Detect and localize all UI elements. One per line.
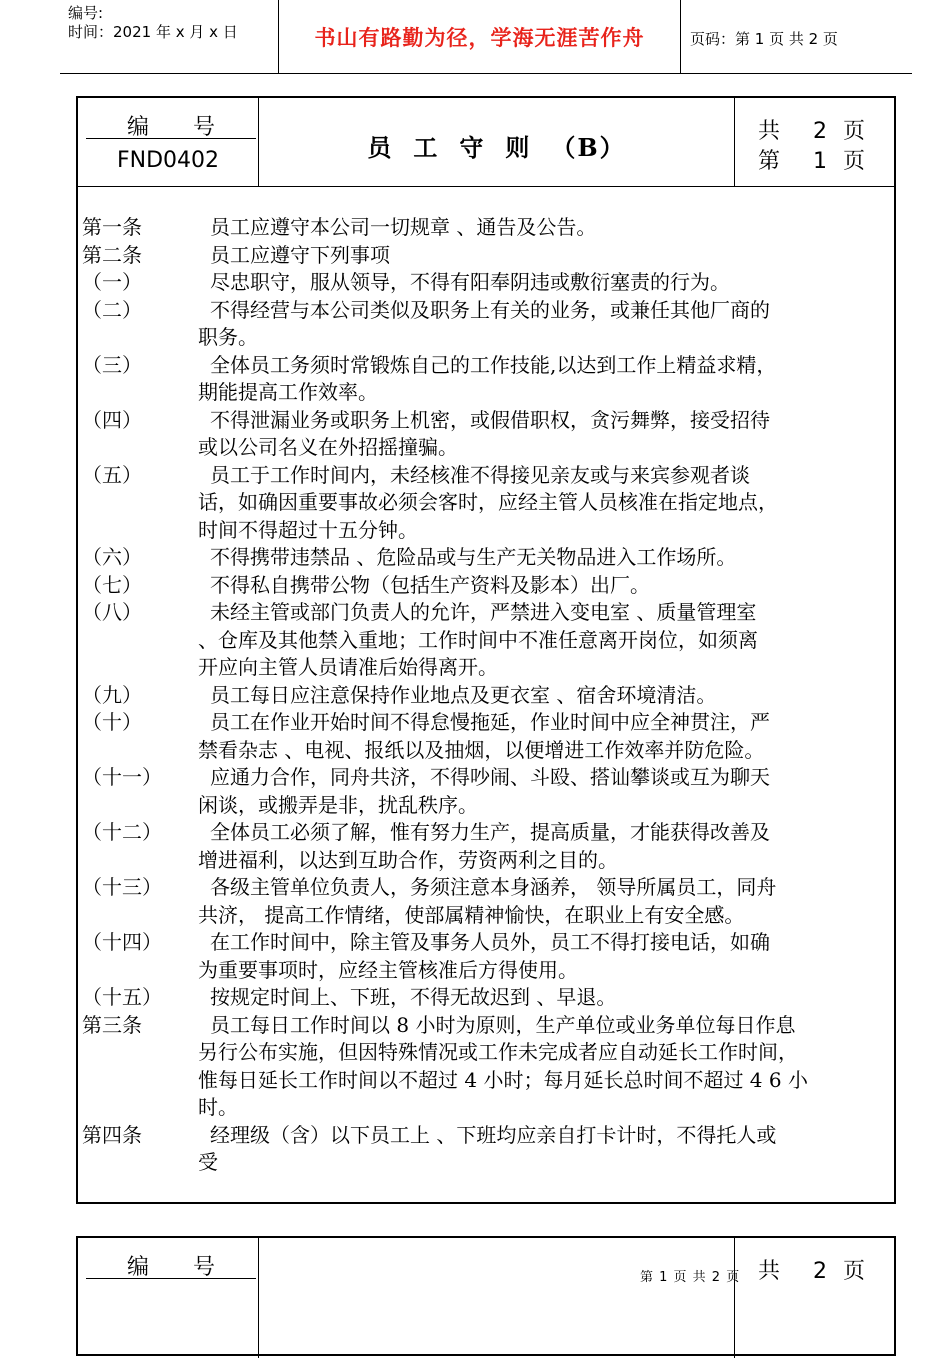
article-text	[198, 1012, 892, 1040]
total-value: 2	[813, 119, 827, 144]
article-text-line: 未经主管或部门负责人的允许，严禁进入变电室 、质量管理室	[210, 600, 757, 624]
total-pages	[758, 1254, 865, 1285]
total-pages	[758, 114, 865, 145]
article-line	[82, 462, 892, 490]
article-text	[198, 434, 892, 462]
article-line	[82, 1149, 892, 1177]
article-line	[82, 1122, 892, 1150]
article-label	[82, 1039, 198, 1067]
article-line	[82, 544, 892, 572]
articles-list	[82, 214, 892, 1177]
header-page-label: 页码：第 1 页 共 2 页	[690, 30, 838, 48]
article-label: （十四）	[82, 930, 162, 954]
article-line	[82, 847, 892, 875]
article-label: （三）	[82, 352, 142, 377]
article-line	[82, 1067, 892, 1095]
article-label	[82, 737, 198, 765]
article-text-line: 员工在作业开始时间不得怠慢拖延，作业时间中应全神贯注，严	[210, 710, 770, 734]
article-text-line: 期能提高工作效率。	[198, 380, 378, 404]
article-label	[82, 847, 198, 875]
article-line	[82, 214, 892, 242]
article-label: （十一）	[82, 765, 162, 789]
article-line	[82, 407, 892, 435]
article-text-line: 惟每日延长工作时间以不超过 4 小时；每月延长总时间不超过 4 6 小	[198, 1067, 808, 1092]
form-title	[259, 128, 734, 163]
page-footer: 第 1 页 共 2 页	[640, 1270, 741, 1285]
article-label: （九）	[82, 682, 142, 707]
header-time-label: 时间：2021 年 x 月 x 日	[68, 23, 238, 41]
article-label	[82, 792, 198, 820]
article-text-line: 开应向主管人员请准后始得离开。	[198, 655, 498, 679]
article-text-line: 经理级（含）以下员工上 、下班均应亲自打卡计时，不得托人或	[210, 1122, 777, 1147]
article-line	[82, 434, 892, 462]
article-text-line: 时。	[198, 1095, 238, 1119]
form-divider	[734, 98, 735, 186]
form-divider	[258, 1238, 259, 1358]
total-label: 共	[758, 119, 781, 144]
article-text	[198, 269, 892, 297]
article-text-line: 或以公司名义在外招摇撞骗。	[198, 435, 458, 459]
article-line	[82, 1012, 892, 1040]
article-line	[82, 737, 892, 765]
article-text	[198, 489, 892, 517]
article-line	[82, 984, 892, 1012]
article-label	[82, 627, 198, 655]
article-text	[198, 984, 892, 1012]
article-text-line: 全体员工必须了解，惟有努力生产，提高质量，才能获得改善及	[210, 820, 770, 844]
article-line	[82, 627, 892, 655]
article-label: （十五）	[82, 985, 162, 1009]
article-text-line: 为重要事项时，应经主管核准后方得使用。	[198, 957, 578, 982]
rules-form-continued	[76, 1236, 896, 1356]
article-text	[198, 544, 892, 572]
article-text	[198, 957, 892, 985]
article-text	[198, 764, 892, 792]
article-label	[82, 1149, 198, 1177]
article-text-line: 不得携带违禁品 、危险品或与生产无关物品进入工作场所。	[210, 545, 737, 569]
article-line	[82, 957, 892, 985]
article-text	[198, 627, 892, 655]
article-text-line: 增进福利，以达到互助合作，劳资两利之目的。	[198, 847, 618, 872]
article-text-line: 另行公布实施，但因特殊情况或工作未完成者应自动延长工作时间，	[198, 1040, 798, 1064]
article-text	[198, 819, 892, 847]
article-line	[82, 819, 892, 847]
article-line	[82, 599, 892, 627]
article-text-line: 职务。	[198, 325, 258, 349]
article-text	[198, 682, 892, 710]
article-line	[82, 1039, 892, 1067]
article-text-line: 不得私自携带公物（包括生产资料及影本）出厂。	[210, 572, 650, 597]
form-header	[78, 98, 894, 187]
article-text-line: 员工每日应注意保持作业地点及更衣室 、宿舍环境清洁。	[210, 682, 717, 707]
article-text	[198, 737, 892, 765]
article-label: （十三）	[82, 875, 162, 899]
title-char: 守	[459, 133, 486, 162]
article-text-line: 不得经营与本公司类似及职务上有关的业务，或兼任其他厂商的	[210, 297, 770, 322]
article-text	[198, 462, 892, 490]
article-label	[82, 1094, 198, 1122]
article-line	[82, 682, 892, 710]
article-line	[82, 764, 892, 792]
article-text	[198, 874, 892, 902]
article-text-line: 闲谈，或搬弄是非，扰乱秩序。	[198, 792, 478, 817]
article-text-line: 尽忠职守，服从领导，不得有阳奉阴违或敷衍塞责的行为。	[210, 270, 730, 294]
header-divider	[680, 0, 681, 73]
current-value: 1	[813, 149, 827, 174]
title-char: 员	[367, 133, 394, 162]
article-text	[198, 572, 892, 600]
article-line	[82, 929, 892, 957]
article-line	[82, 792, 892, 820]
article-text-line: 应通力合作，同舟共济，不得吵闹、斗殴、搭讪攀谈或互为聊天	[210, 765, 770, 789]
page-header	[60, 0, 912, 74]
rules-form	[76, 96, 896, 1204]
form-code: FND0402	[116, 148, 220, 173]
article-line	[82, 709, 892, 737]
form-divider	[734, 1238, 735, 1358]
article-label	[82, 654, 198, 682]
article-text	[198, 352, 892, 380]
article-text-line: 员工于工作时间内，未经核准不得接见亲友或与来宾参观者谈	[210, 462, 750, 487]
article-text-line: 时间不得超过十五分钟。	[198, 517, 418, 542]
article-text	[198, 599, 892, 627]
article-text-line: 受	[198, 1150, 218, 1174]
article-label: （二）	[82, 297, 142, 322]
article-text	[198, 324, 892, 352]
article-text	[198, 1067, 892, 1095]
article-label: 第二条	[82, 242, 142, 267]
article-line	[82, 352, 892, 380]
total-label: 共	[758, 1259, 781, 1284]
article-label: （十二）	[82, 820, 162, 844]
title-char: 工	[413, 133, 440, 162]
article-text-line: 、仓库及其他禁入重地；工作时间中不准任意离开岗位，如须离	[198, 627, 758, 652]
article-text	[198, 709, 892, 737]
article-text	[198, 407, 892, 435]
article-text	[198, 792, 892, 820]
article-text-line: 不得泄漏业务或职务上机密，或假借职权，贪污舞弊，接受招待	[210, 407, 770, 432]
article-text	[198, 1094, 892, 1122]
article-text	[198, 242, 892, 270]
article-text-line: 禁看杂志 、电视、报纸以及抽烟，以便增进工作效率并防危险。	[198, 737, 765, 762]
article-label: 第一条	[82, 215, 142, 239]
article-line	[82, 379, 892, 407]
article-label: 第四条	[82, 1122, 142, 1147]
article-line	[82, 517, 892, 545]
header-number-label: 编号:	[68, 4, 104, 22]
article-text	[198, 1149, 892, 1177]
article-label	[82, 1067, 198, 1095]
article-line	[82, 902, 892, 930]
article-label: （六）	[82, 545, 142, 569]
article-text	[198, 517, 892, 545]
article-label	[82, 902, 198, 930]
article-text	[198, 379, 892, 407]
page-unit: 页	[843, 149, 866, 174]
article-text	[198, 1122, 892, 1150]
article-text	[198, 654, 892, 682]
article-text	[198, 929, 892, 957]
header-meta	[68, 4, 238, 42]
article-text	[198, 214, 892, 242]
article-line	[82, 874, 892, 902]
article-text-line: 员工应遵守下列事项	[210, 242, 390, 267]
article-line	[82, 1094, 892, 1122]
article-text-line: 员工应遵守本公司一切规章 、通告及公告。	[210, 215, 597, 239]
article-label: （五）	[82, 462, 142, 487]
page-unit: 页	[843, 119, 866, 144]
article-line	[82, 242, 892, 270]
article-label	[82, 379, 198, 407]
article-text	[198, 1039, 892, 1067]
article-line	[82, 654, 892, 682]
article-label: （一）	[82, 270, 142, 294]
title-char: 则	[505, 133, 532, 162]
total-value: 2	[813, 1259, 827, 1284]
article-line	[82, 297, 892, 325]
article-text-line: 话，如确因重要事故必须会客时，应经主管人员核准在指定地点，	[198, 490, 778, 514]
article-label: （十）	[82, 710, 142, 734]
article-text-line: 各级主管单位负责人，务须注意本身涵养， 领导所属员工，同舟	[210, 875, 777, 899]
article-line	[82, 269, 892, 297]
article-line	[82, 572, 892, 600]
article-label	[82, 957, 198, 985]
article-label	[82, 324, 198, 352]
article-label	[82, 489, 198, 517]
article-text-line: 全体员工务须时常锻炼自己的工作技能,以达到工作上精益求精，	[210, 352, 777, 377]
article-label	[82, 517, 198, 545]
article-label: （七）	[82, 572, 142, 597]
article-label: （四）	[82, 407, 142, 432]
article-label: 第三条	[82, 1012, 142, 1037]
article-text	[198, 297, 892, 325]
article-text-line: 员工每日工作时间以 8 小时为原则，生产单位或业务单位每日作息	[210, 1012, 796, 1037]
current-page	[758, 144, 865, 175]
article-label	[82, 434, 198, 462]
title-char: （B）	[551, 133, 626, 162]
article-text	[198, 847, 892, 875]
article-label: （八）	[82, 600, 142, 624]
form-number-label: 编 号	[86, 110, 256, 139]
article-text-line: 共济， 提高工作情绪，使部属精神愉快，在职业上有安全感。	[198, 902, 745, 927]
article-text	[198, 902, 892, 930]
page-unit: 页	[843, 1259, 866, 1284]
article-line	[82, 324, 892, 352]
article-text-line: 在工作时间中，除主管及事务人员外，员工不得打接电话，如确	[210, 930, 770, 954]
current-label: 第	[758, 149, 781, 174]
article-line	[82, 489, 892, 517]
form-number-label: 编 号	[86, 1250, 256, 1279]
article-text-line: 按规定时间上、下班，不得无故迟到 、早退。	[210, 985, 617, 1009]
header-motto: 书山有路勤为径，学海无涯苦作舟	[314, 26, 645, 50]
